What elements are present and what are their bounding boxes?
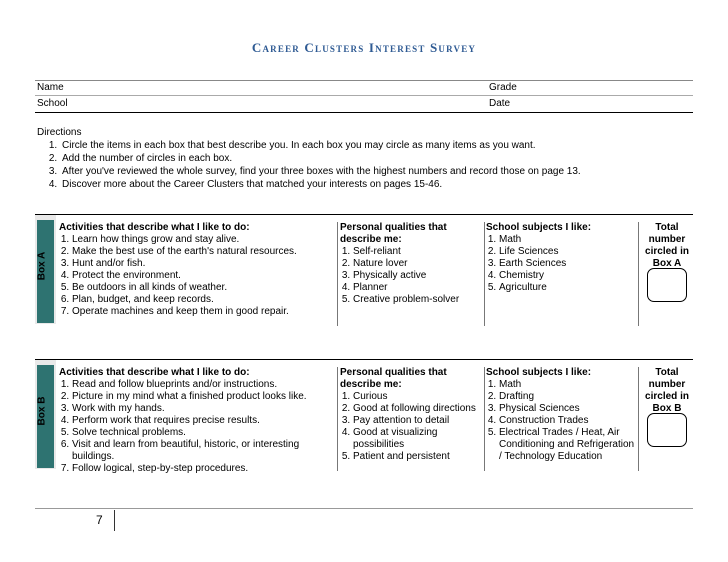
subjects-heading: School subjects I like:: [486, 222, 592, 233]
directions-heading: Directions: [37, 127, 82, 138]
quality-item[interactable]: 4. Planner: [353, 282, 482, 294]
qualities-column: [340, 367, 482, 463]
activity-item[interactable]: 7. Follow logical, step-by-step procedures.: [72, 463, 339, 475]
quality-item[interactable]: 3. Physically active: [353, 270, 482, 282]
qualities-column: [340, 222, 482, 306]
student-info-form: [35, 80, 693, 112]
total-label: Total number circled in Box B: [645, 367, 689, 414]
total-count-box[interactable]: [647, 413, 687, 447]
quality-item[interactable]: 2. Nature lover: [353, 258, 482, 270]
column-divider: [337, 367, 338, 471]
box-sidebar: [35, 215, 56, 324]
subject-item[interactable]: 1. Math: [499, 379, 636, 391]
directions-item: 4. Discover more about the Career Clusters that matched your interests on pages 15-46.: [60, 178, 581, 191]
school-label: School: [37, 98, 68, 109]
subject-item[interactable]: 2. Life Sciences: [499, 246, 636, 258]
divider: [35, 359, 693, 360]
directions-item: 1. Circle the items in each box that best describe you. In each box you may circle as many items as you want.: [60, 139, 581, 152]
activity-item[interactable]: 3. Work with my hands.: [72, 403, 339, 415]
box-label: Box B: [36, 396, 48, 426]
activities-column: [59, 367, 339, 475]
name-label: Name: [37, 82, 64, 93]
qualities-heading: Personal qualities that describe me:: [340, 367, 447, 390]
subject-item[interactable]: 4. Chemistry: [499, 270, 636, 282]
activity-item[interactable]: 6. Plan, budget, and keep records.: [72, 294, 339, 306]
info-row-name: [35, 80, 693, 96]
column-divider: [638, 222, 639, 326]
box-b-section: [35, 359, 693, 474]
quality-item[interactable]: 1. Self-reliant: [353, 246, 482, 258]
subjects-column: [486, 367, 636, 463]
survey-title: Career Clusters Interest Survey: [251, 40, 477, 55]
subject-item[interactable]: 4. Construction Trades: [499, 415, 636, 427]
activity-item[interactable]: 2. Make the best use of the earth's natural resources.: [72, 246, 339, 258]
divider: [35, 112, 693, 113]
subject-item[interactable]: 3. Physical Sciences: [499, 403, 636, 415]
subjects-heading: School subjects I like:: [486, 367, 592, 378]
subject-item[interactable]: 2. Drafting: [499, 391, 636, 403]
directions-item: 2. Add the number of circles in each box.: [60, 152, 581, 165]
directions: [37, 126, 581, 191]
divider: [35, 214, 693, 215]
box-a-section: [35, 214, 693, 325]
activity-item[interactable]: 7. Operate machines and keep them in good repair.: [72, 306, 339, 318]
total-count-box[interactable]: [647, 268, 687, 302]
directions-item: 3. After you've reviewed the whole survey, find your three boxes with the highest numbers and record those on page 13.: [60, 165, 581, 178]
quality-item[interactable]: 5. Creative problem-solver: [353, 294, 482, 306]
subject-item[interactable]: 3. Earth Sciences: [499, 258, 636, 270]
subjects-column: [486, 222, 636, 294]
activities-heading: Activities that describe what I like to do:: [59, 367, 250, 378]
column-divider: [337, 222, 338, 326]
activity-item[interactable]: 6. Visit and learn from beautiful, historic, or interesting buildings.: [72, 439, 339, 463]
qualities-heading: Personal qualities that describe me:: [340, 222, 447, 245]
date-label: Date: [489, 98, 511, 109]
directions-list: [37, 139, 581, 191]
quality-item[interactable]: 3. Pay attention to detail: [353, 415, 482, 427]
quality-item[interactable]: 1. Curious: [353, 391, 482, 403]
activity-item[interactable]: 4. Protect the environment.: [72, 270, 339, 282]
footer-divider-vertical: [114, 510, 115, 531]
box-sidebar: [35, 360, 56, 469]
info-row-school: [35, 96, 693, 112]
activity-item[interactable]: 3. Hunt and/or fish.: [72, 258, 339, 270]
subject-item[interactable]: 1. Math: [499, 234, 636, 246]
activity-item[interactable]: 2. Picture in my mind what a finished product looks like.: [72, 391, 339, 403]
quality-item[interactable]: 4. Good at visualizing possibilities: [353, 427, 482, 451]
column-divider: [484, 222, 485, 326]
quality-item[interactable]: 2. Good at following directions: [353, 403, 482, 415]
activity-item[interactable]: 5. Be outdoors in all kinds of weather.: [72, 282, 339, 294]
activity-item[interactable]: 1. Read and follow blueprints and/or instructions.: [72, 379, 339, 391]
subject-item[interactable]: 5. Electrical Trades / Heat, Air Conditioning and Refrigeration / Technology Education: [499, 427, 636, 463]
quality-item[interactable]: 5. Patient and persistent: [353, 451, 482, 463]
grade-label: Grade: [489, 82, 517, 93]
activity-item[interactable]: 4. Perform work that requires precise results.: [72, 415, 339, 427]
footer-divider: [35, 508, 693, 509]
page-number: 7: [96, 513, 103, 527]
activity-item[interactable]: 5. Solve technical problems.: [72, 427, 339, 439]
column-divider: [638, 367, 639, 471]
total-label: Total number circled in Box A: [645, 222, 689, 269]
activity-item[interactable]: 1. Learn how things grow and stay alive.: [72, 234, 339, 246]
column-divider: [484, 367, 485, 471]
activities-column: [59, 222, 339, 318]
subject-item[interactable]: 5. Agriculture: [499, 282, 636, 294]
activities-heading: Activities that describe what I like to do:: [59, 222, 250, 233]
box-label: Box A: [36, 251, 48, 281]
